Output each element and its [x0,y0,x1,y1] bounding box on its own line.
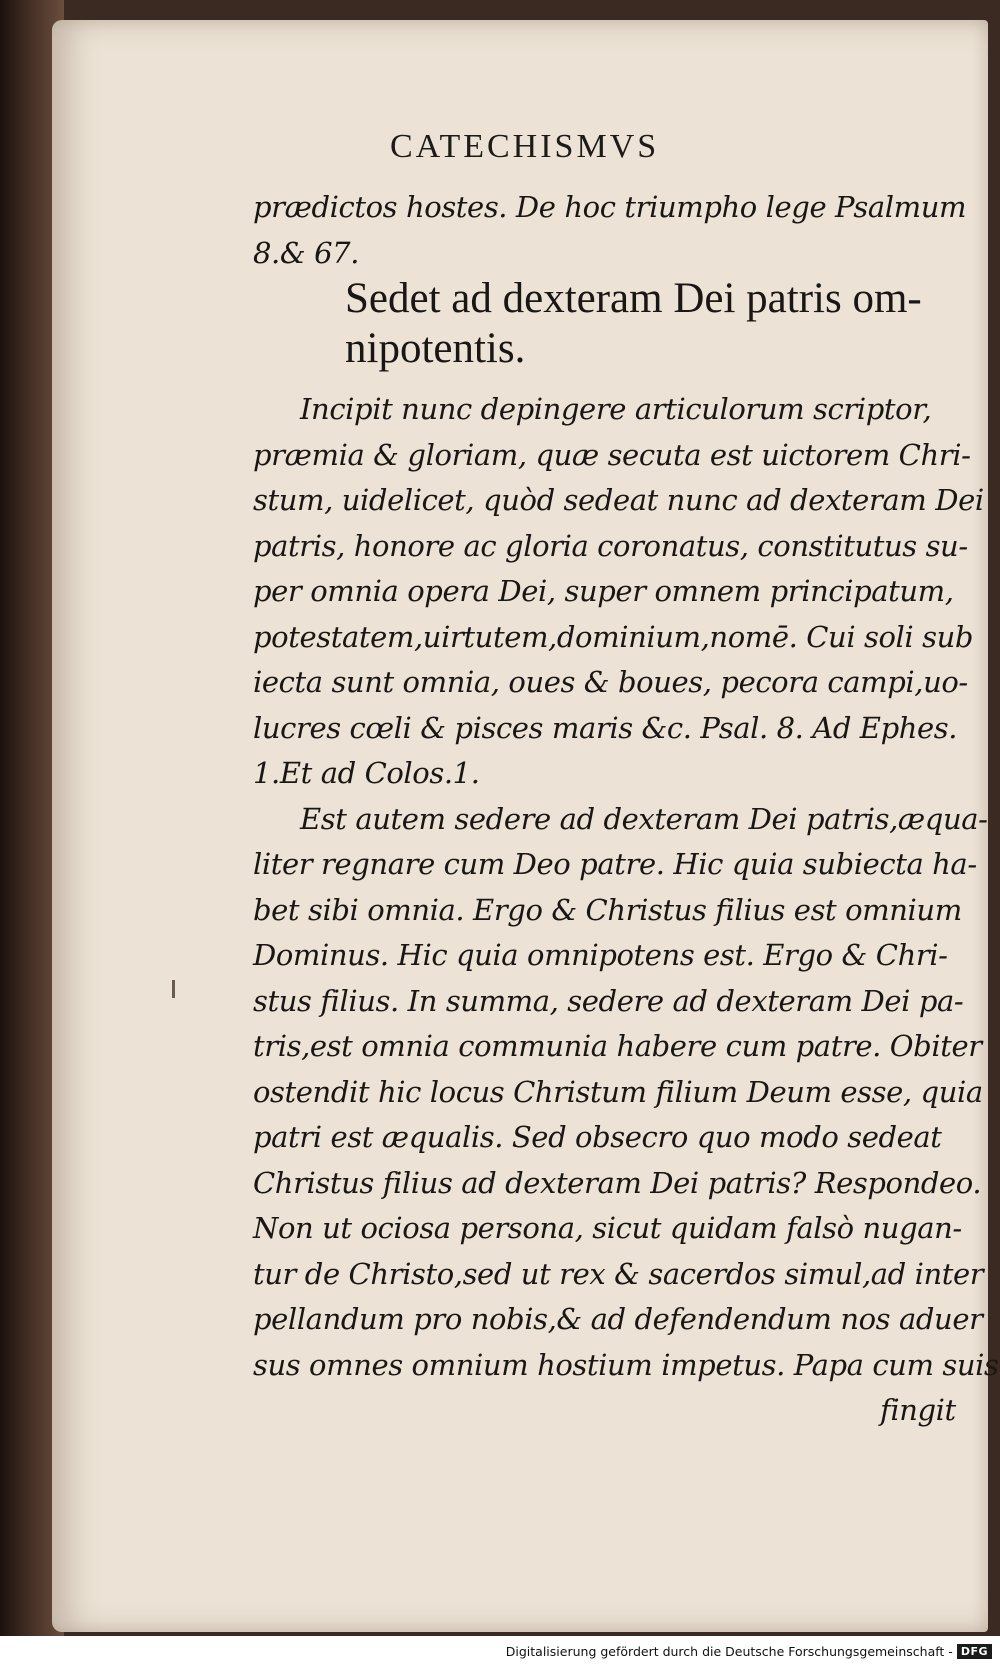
text-line: præmia & gloriam, quæ secuta est uictorem Chri- [253,438,971,472]
text-line: 8.& 67. [253,236,360,270]
text-line: stus filius. In summa, sedere ad dexteram Dei pa- [253,984,964,1018]
text-line: tur de Christo,sed ut rex & sacerdos simul,ad inter [253,1257,984,1291]
text-line: pellandum pro nobis,& ad defendendum nos aduer [253,1302,983,1336]
footer-credit: Digitalisierung gefördert durch die Deutsche Forschungsgemeinschaft - [505,1644,953,1659]
text-line: Dominus. Hic quia omnipotens est. Ergo & Chri- [253,938,948,972]
section-heading-line: Sedet ad dexteram Dei patris om- [345,275,922,322]
section-heading-line: nipotentis. [345,325,526,372]
text-line: sus omnes omnium hostium impetus. Papa cum suis [253,1348,999,1382]
text-line: tris,est omnia communia habere cum patre. Obiter [253,1029,982,1063]
text-line: 1.Et ad Colos.1. [253,756,480,790]
text-line: patris, honore ac gloria coronatus, constitutus su- [253,529,968,563]
text-line: stum, uidelicet, quòd sedeat nunc ad dexteram Dei [253,483,984,517]
text-line: potestatem,uirtutem,dominium,nomē. Cui soli sub [253,620,974,654]
footer [506,1644,992,1659]
text-line: liter regnare cum Deo patre. Hic quia subiecta ha- [253,847,977,881]
text-line: iecta sunt omnia, oues & boues, pecora campi,uo- [253,665,968,699]
catchword: fingit [880,1393,956,1427]
text-line: ostendit hic locus Christum filium Deum esse, quia [253,1075,983,1109]
text-line: patri est æqualis. Sed obsecro quo modo sedeat [253,1120,942,1154]
text-line: Christus filius ad dexteram Dei patris? Respondeo. [253,1166,982,1200]
text-line: prædictos hostes. De hoc triumpho lege Psalmum [253,190,967,224]
text-line: bet sibi omnia. Ergo & Christus filius est omnium [253,893,962,927]
running-head: CATECHISMVS [390,128,660,165]
text-line: Incipit nunc depingere articulorum scriptor, [300,392,932,426]
text-line: Est autem sedere ad dexteram Dei patris,æqua- [300,802,988,836]
text-line: Non ut ociosa persona, sicut quidam falsò nugan- [253,1211,962,1245]
text-line: per omnia opera Dei, super omnem principatum, [253,574,954,608]
text-line: lucres cœli & pisces maris &c. Psal. 8. Ad Ephes. [253,711,958,745]
margin-mark [172,980,175,998]
dfg-logo: DFG [957,1644,992,1659]
